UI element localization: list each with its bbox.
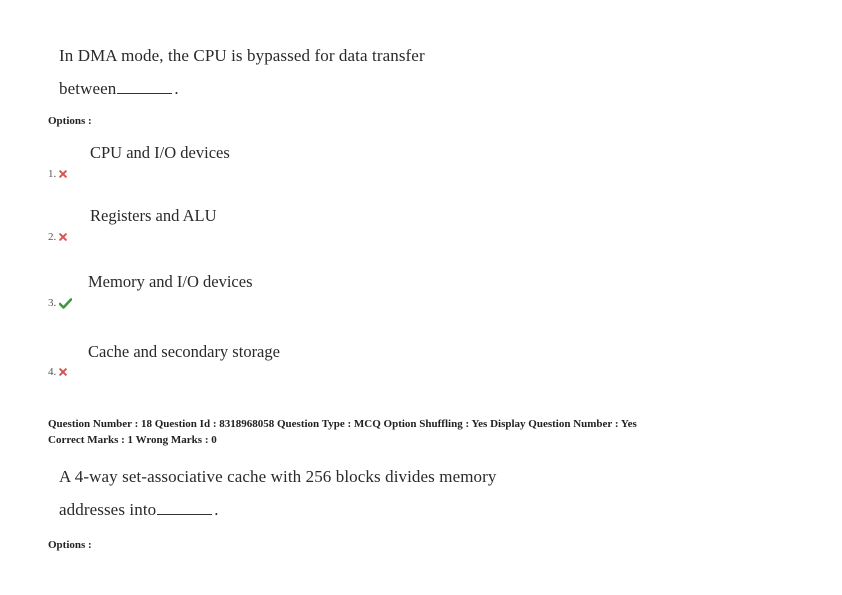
option-2-text: Registers and ALU bbox=[90, 206, 217, 225]
option-3-text: Memory and I/O devices bbox=[88, 272, 253, 291]
question-18-line-2-suffix: . bbox=[214, 500, 219, 519]
option-4-marker bbox=[48, 366, 67, 378]
option-4-number: 4. bbox=[48, 366, 57, 378]
question-18-meta-line-2: Correct Marks : 1 Wrong Marks : 0 bbox=[48, 434, 217, 446]
question-18-line-2-prefix: addresses into bbox=[59, 500, 157, 519]
cross-icon bbox=[59, 170, 67, 178]
options-label: Options : bbox=[48, 115, 92, 127]
option-1-text: CPU and I/O devices bbox=[90, 143, 230, 162]
option-2-marker bbox=[48, 231, 67, 243]
fill-in-blank bbox=[117, 92, 172, 94]
cross-icon bbox=[59, 233, 67, 241]
option-4-text: Cache and secondary storage bbox=[88, 342, 280, 361]
fill-in-blank bbox=[157, 513, 212, 515]
option-1-marker bbox=[48, 168, 67, 180]
option-1-number: 1. bbox=[48, 168, 57, 180]
options-label: Options : bbox=[48, 539, 92, 551]
option-3-marker bbox=[48, 297, 72, 309]
question-17-line-2 bbox=[59, 79, 179, 99]
question-18-line-2 bbox=[59, 500, 219, 520]
question-18-meta-line-1: Question Number : 18 Question Id : 8318968058 Question Type : MCQ Option Shuffling : Yes Display Question Number : Yes bbox=[48, 418, 637, 430]
option-3-number: 3. bbox=[48, 297, 57, 309]
question-17-line-1: In DMA mode, the CPU is bypassed for data transfer bbox=[59, 46, 425, 65]
cross-icon bbox=[59, 368, 67, 376]
option-2-number: 2. bbox=[48, 231, 57, 243]
question-18-line-1: A 4-way set-associative cache with 256 blocks divides memory bbox=[59, 467, 497, 486]
question-17-line-2-prefix: between bbox=[59, 79, 117, 98]
check-icon bbox=[59, 298, 72, 309]
question-17-line-2-suffix: . bbox=[174, 79, 179, 98]
